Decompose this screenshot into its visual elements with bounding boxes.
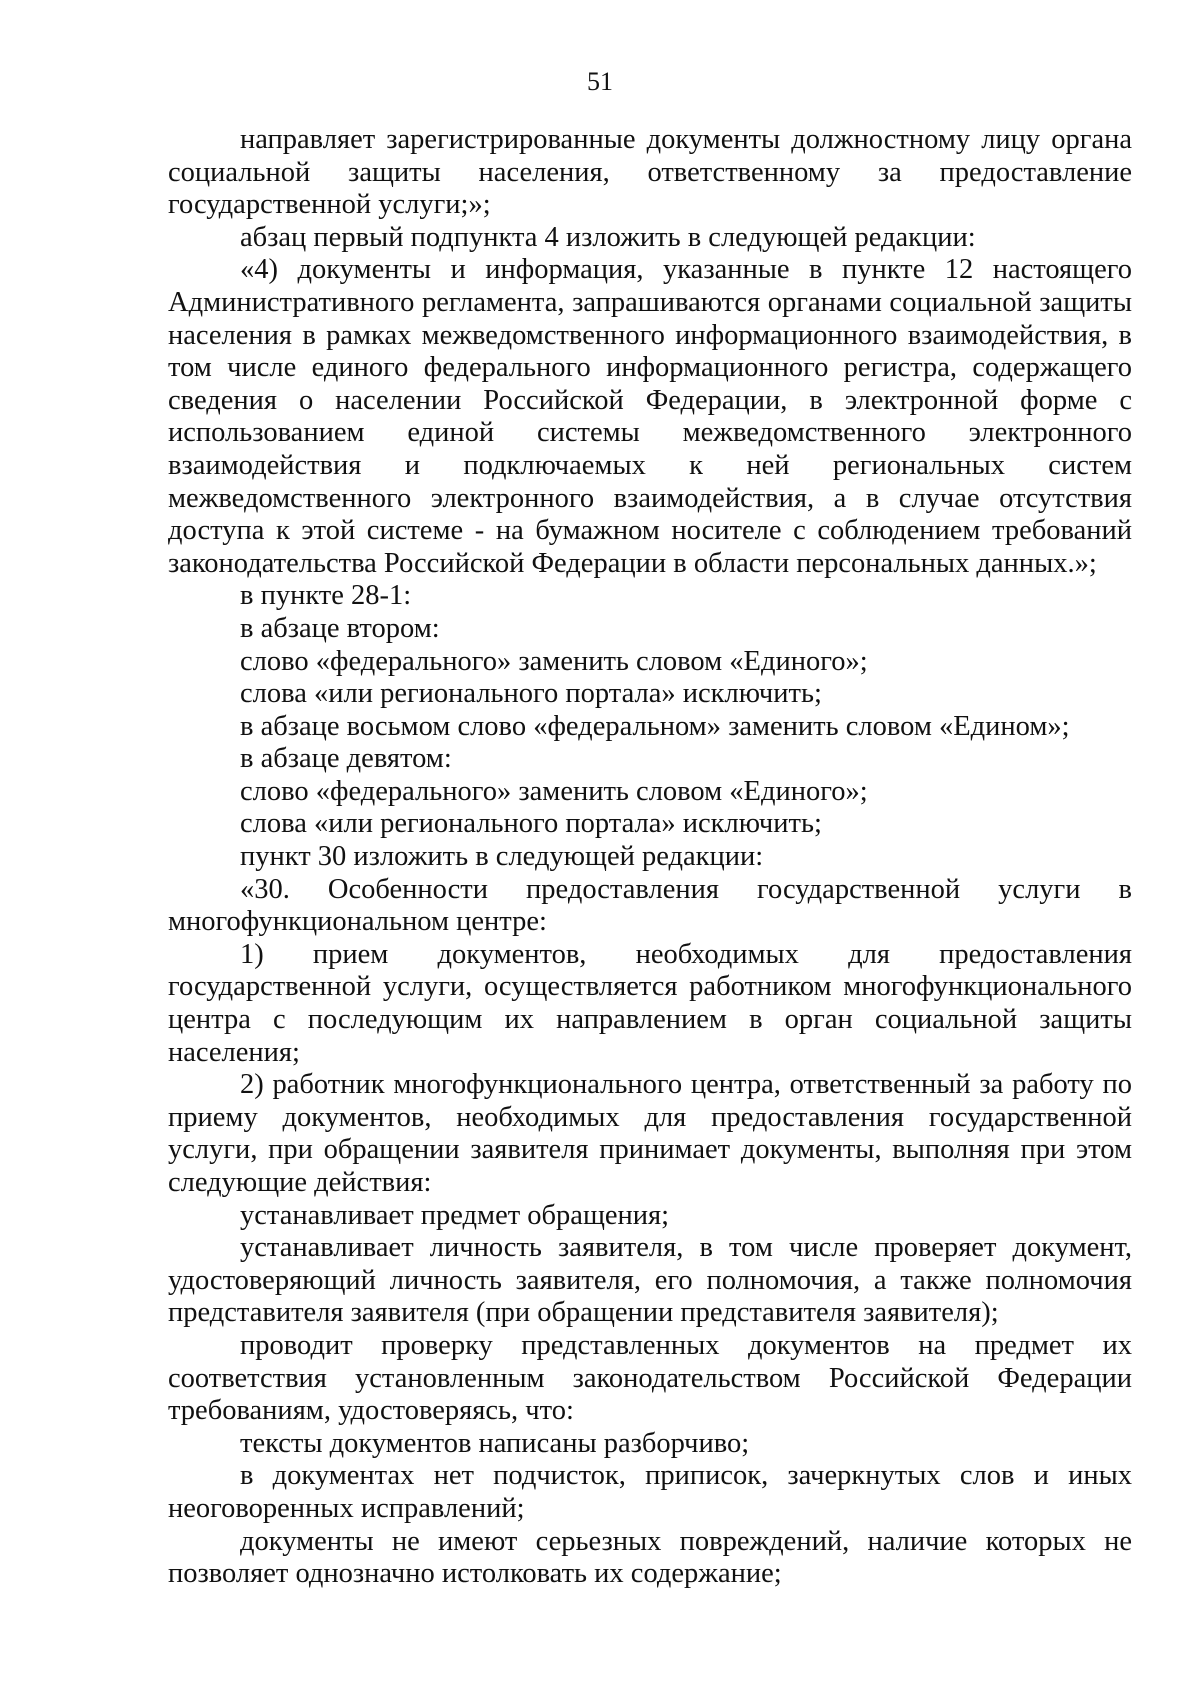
document-body <box>168 124 1132 1591</box>
paragraph: «30. Особенности предоставления государственной услуги в многофункциональном центре: <box>168 873 1132 938</box>
paragraph: слова «или регионального портала» исключить; <box>240 808 822 840</box>
paragraph: пункт 30 изложить в следующей редакции: <box>240 841 764 873</box>
paragraph: «4) документы и информация, указанные в пункте 12 настоящего Административного регламента, запрашиваются органами социальной защиты населения в рамках межведомственного информационного взаимодействия, в том числе единого федерального информационного регистра, содержащего сведения о населении Российской Федерации, в электронной форме с использованием единой системы межведомственного электронного взаимодействия и подключаемых к ней региональных систем межведомственного электронного взаимодействия, а в случае отсутствия доступа к этой системе - на бумажном носителе с соблюдением требований законодательства Российской Федерации в области персональных данных.»; <box>168 254 1132 579</box>
paragraph: в документах нет подчисток, приписок, зачеркнутых слов и иных неоговоренных исправлений; <box>168 1460 1132 1524</box>
paragraph: в абзаце девятом: <box>240 743 452 775</box>
page-number: 51 <box>587 67 613 96</box>
paragraph: направляет зарегистрированные документы должностному лицу органа социальной защиты населения, ответственному за предоставление государственной услуги;»; <box>168 124 1132 221</box>
paragraph: 1) прием документов, необходимых для предоставления государственной услуги, осуществляется работником многофункционального центра с последующим их направлением в орган социальной защиты населения; <box>168 938 1132 1068</box>
paragraph: в абзаце восьмом слово «федеральном» заменить словом «Едином»; <box>240 710 1070 742</box>
paragraph: 2) работник многофункционального центра, ответственный за работу по приему документов, необходимых для предоставления государственной услуги, при обращении заявителя принимает документы, выполняя при этом следующие действия: <box>168 1069 1132 1198</box>
paragraph: слово «федерального» заменить словом «Единого»; <box>240 775 868 807</box>
paragraph: в абзаце втором: <box>240 612 440 644</box>
paragraph: слова «или регионального портала» исключить; <box>240 678 822 710</box>
paragraph: устанавливает личность заявителя, в том числе проверяет документ, удостоверяющий личность заявителя, его полномочия, а также полномочия представителя заявителя (при обращении представителя заявителя); <box>168 1232 1132 1329</box>
paragraph: тексты документов написаны разборчиво; <box>240 1427 750 1459</box>
paragraph: слово «федерального» заменить словом «Единого»; <box>240 645 868 677</box>
paragraph: абзац первый подпункта 4 изложить в следующей редакции: <box>240 221 976 253</box>
paragraph: документы не имеют серьезных повреждений, наличие которых не позволяет однозначно истолковать их содержание; <box>168 1525 1132 1590</box>
paragraph: в пункте 28-1: <box>240 580 412 612</box>
paragraph: проводит проверку представленных документов на предмет их соответствия установленным законодательством Российской Федерации требованиям, удостоверяясь, что: <box>168 1329 1132 1427</box>
paragraph: устанавливает предмет обращения; <box>240 1199 670 1231</box>
